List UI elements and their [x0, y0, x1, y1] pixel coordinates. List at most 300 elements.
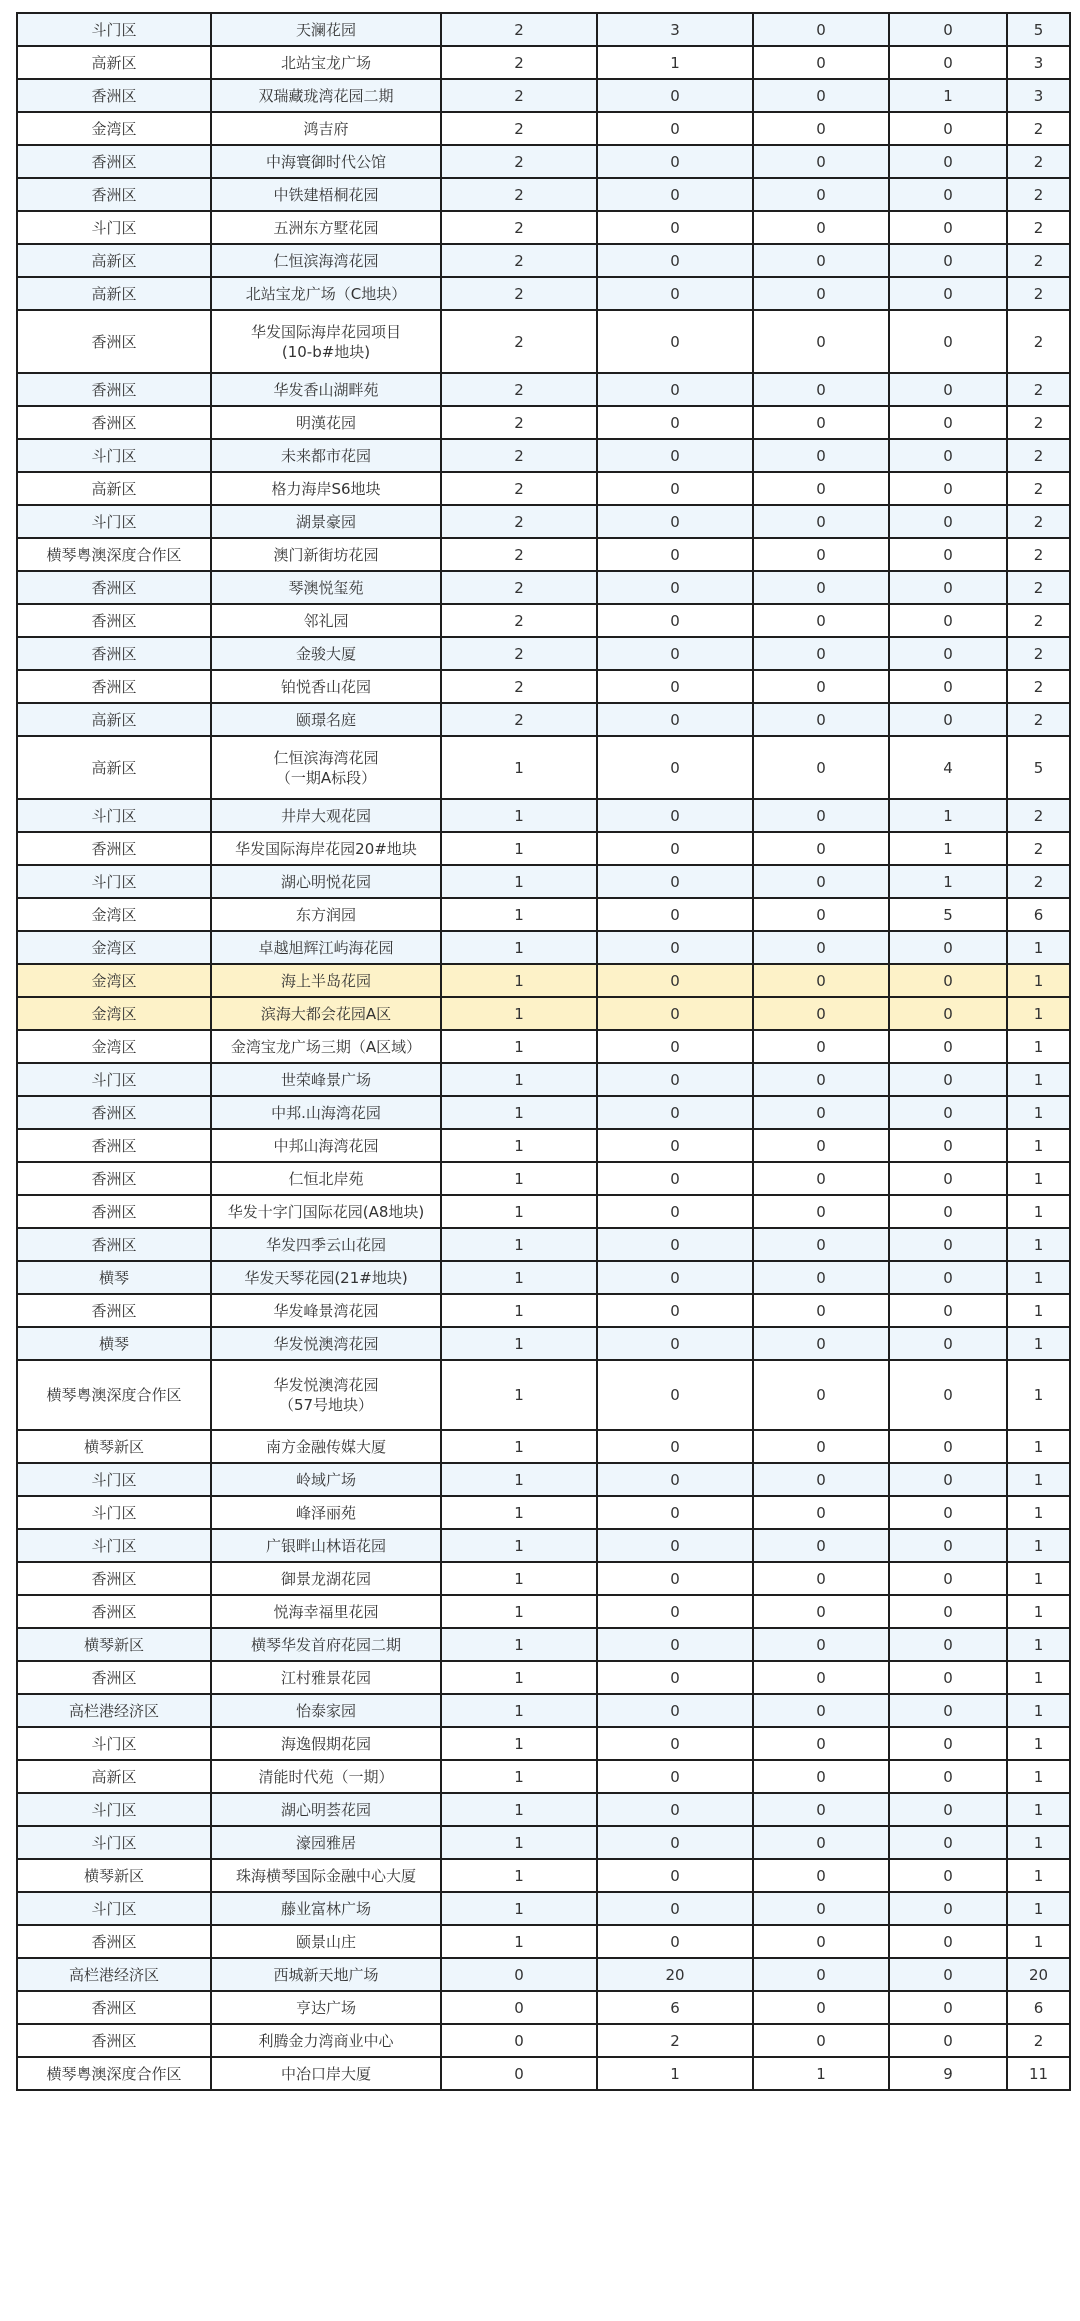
count-col-3-cell: 0: [753, 1228, 889, 1261]
district-cell: 横琴新区: [17, 1859, 211, 1892]
count-col-4-cell: 0: [889, 2024, 1007, 2057]
count-col-4-cell: 0: [889, 13, 1007, 46]
table-row: [17, 13, 1070, 46]
count-col-4-cell: 0: [889, 1793, 1007, 1826]
count-col-2-cell: 0: [597, 1793, 753, 1826]
table-row: [17, 79, 1070, 112]
project-name-cell: 井岸大观花园: [211, 799, 441, 832]
total-cell: 1: [1007, 1030, 1070, 1063]
count-col-3-cell: 0: [753, 406, 889, 439]
district-cell: 横琴: [17, 1261, 211, 1294]
count-col-4-cell: 1: [889, 865, 1007, 898]
total-cell: 6: [1007, 1991, 1070, 2024]
count-col-2-cell: 0: [597, 538, 753, 571]
project-name-cell: 广银畔山林语花园: [211, 1529, 441, 1562]
count-col-1-cell: 1: [441, 1496, 597, 1529]
project-name-cell: 颐璟名庭: [211, 703, 441, 736]
count-col-3-cell: 0: [753, 1925, 889, 1958]
count-col-3-cell: 0: [753, 1694, 889, 1727]
district-cell: 香洲区: [17, 178, 211, 211]
district-cell: 高新区: [17, 736, 211, 799]
count-col-3-cell: 0: [753, 1892, 889, 1925]
count-col-3-cell: 0: [753, 898, 889, 931]
count-col-2-cell: 0: [597, 79, 753, 112]
count-col-1-cell: 1: [441, 1760, 597, 1793]
district-cell: 香洲区: [17, 670, 211, 703]
total-cell: 1: [1007, 1463, 1070, 1496]
total-cell: 2: [1007, 406, 1070, 439]
total-cell: 1: [1007, 1793, 1070, 1826]
district-cell: 横琴粤澳深度合作区: [17, 2057, 211, 2090]
count-col-1-cell: 2: [441, 703, 597, 736]
district-cell: 香洲区: [17, 406, 211, 439]
count-col-2-cell: 0: [597, 505, 753, 538]
project-name-cell: 颐景山庄: [211, 1925, 441, 1958]
count-col-4-cell: 0: [889, 964, 1007, 997]
total-cell: 2: [1007, 865, 1070, 898]
count-col-2-cell: 0: [597, 112, 753, 145]
total-cell: 1: [1007, 1727, 1070, 1760]
table-row: [17, 1261, 1070, 1294]
total-cell: 6: [1007, 898, 1070, 931]
count-col-4-cell: 0: [889, 277, 1007, 310]
table-row: [17, 1760, 1070, 1793]
project-name-cell: 中铁建梧桐花园: [211, 178, 441, 211]
count-col-3-cell: 0: [753, 1129, 889, 1162]
table-row: [17, 1463, 1070, 1496]
table-row: [17, 604, 1070, 637]
total-cell: 1: [1007, 1228, 1070, 1261]
total-cell: 1: [1007, 1063, 1070, 1096]
count-col-3-cell: 0: [753, 1991, 889, 2024]
table-row: [17, 406, 1070, 439]
total-cell: 1: [1007, 1694, 1070, 1727]
count-col-1-cell: 1: [441, 1096, 597, 1129]
table-row: [17, 2057, 1070, 2090]
count-col-3-cell: 0: [753, 538, 889, 571]
district-cell: 斗门区: [17, 865, 211, 898]
district-cell: 斗门区: [17, 1463, 211, 1496]
table-row: [17, 736, 1070, 799]
district-cell: 斗门区: [17, 1826, 211, 1859]
project-name-cell: 怡泰家园: [211, 1694, 441, 1727]
table-row: [17, 997, 1070, 1030]
district-cell: 香洲区: [17, 1129, 211, 1162]
total-cell: 3: [1007, 79, 1070, 112]
project-name-cell: 利腾金力湾商业中心: [211, 2024, 441, 2057]
count-col-4-cell: 0: [889, 1228, 1007, 1261]
total-cell: 1: [1007, 1760, 1070, 1793]
table-row: [17, 1793, 1070, 1826]
count-col-1-cell: 1: [441, 1727, 597, 1760]
total-cell: 2: [1007, 373, 1070, 406]
count-col-3-cell: 0: [753, 637, 889, 670]
count-col-4-cell: 0: [889, 1826, 1007, 1859]
district-cell: 高栏港经济区: [17, 1958, 211, 1991]
count-col-3-cell: 0: [753, 1727, 889, 1760]
count-col-2-cell: 0: [597, 604, 753, 637]
count-col-3-cell: 0: [753, 1327, 889, 1360]
count-col-1-cell: 2: [441, 46, 597, 79]
count-col-1-cell: 1: [441, 1628, 597, 1661]
total-cell: 1: [1007, 1892, 1070, 1925]
total-cell: 2: [1007, 310, 1070, 373]
district-cell: 香洲区: [17, 145, 211, 178]
count-col-1-cell: 1: [441, 1892, 597, 1925]
project-name-cell: 仁恒滨海湾花园 （一期A标段）: [211, 736, 441, 799]
count-col-4-cell: 0: [889, 244, 1007, 277]
district-cell: 香洲区: [17, 1195, 211, 1228]
count-col-1-cell: 1: [441, 1826, 597, 1859]
count-col-4-cell: 0: [889, 1859, 1007, 1892]
district-cell: 斗门区: [17, 439, 211, 472]
count-col-2-cell: 0: [597, 1162, 753, 1195]
table-row: [17, 1859, 1070, 1892]
count-col-3-cell: 0: [753, 1562, 889, 1595]
table-row: [17, 1529, 1070, 1562]
count-col-2-cell: 0: [597, 1562, 753, 1595]
table-row: [17, 898, 1070, 931]
count-col-4-cell: 4: [889, 736, 1007, 799]
count-col-2-cell: 0: [597, 865, 753, 898]
count-col-4-cell: 0: [889, 1628, 1007, 1661]
count-col-4-cell: 0: [889, 1096, 1007, 1129]
count-col-4-cell: 0: [889, 538, 1007, 571]
project-name-cell: 御景龙湖花园: [211, 1562, 441, 1595]
count-col-3-cell: 0: [753, 13, 889, 46]
project-name-cell: 格力海岸S6地块: [211, 472, 441, 505]
count-col-4-cell: 0: [889, 997, 1007, 1030]
count-col-2-cell: 0: [597, 1063, 753, 1096]
total-cell: 1: [1007, 1826, 1070, 1859]
count-col-2-cell: 0: [597, 1327, 753, 1360]
count-col-4-cell: 0: [889, 1529, 1007, 1562]
count-col-2-cell: 0: [597, 931, 753, 964]
total-cell: 1: [1007, 1661, 1070, 1694]
count-col-1-cell: 1: [441, 1859, 597, 1892]
table-row: [17, 373, 1070, 406]
project-name-cell: 中邦.山海湾花园: [211, 1096, 441, 1129]
count-col-4-cell: 0: [889, 1430, 1007, 1463]
count-col-2-cell: 0: [597, 997, 753, 1030]
count-col-1-cell: 1: [441, 1661, 597, 1694]
table-row: [17, 1360, 1070, 1430]
count-col-1-cell: 1: [441, 1063, 597, 1096]
count-col-1-cell: 1: [441, 865, 597, 898]
district-cell: 斗门区: [17, 211, 211, 244]
count-col-4-cell: 0: [889, 373, 1007, 406]
count-col-2-cell: 0: [597, 1925, 753, 1958]
project-name-cell: 五洲东方墅花园: [211, 211, 441, 244]
count-col-2-cell: 0: [597, 1859, 753, 1892]
project-name-cell: 仁恒滨海湾花园: [211, 244, 441, 277]
count-col-3-cell: 0: [753, 1162, 889, 1195]
count-col-2-cell: 0: [597, 1727, 753, 1760]
total-cell: 2: [1007, 439, 1070, 472]
count-col-1-cell: 1: [441, 1228, 597, 1261]
district-cell: 横琴粤澳深度合作区: [17, 538, 211, 571]
count-col-1-cell: 1: [441, 931, 597, 964]
count-col-4-cell: 5: [889, 898, 1007, 931]
district-cell: 斗门区: [17, 1793, 211, 1826]
count-col-4-cell: 0: [889, 931, 1007, 964]
count-col-4-cell: 1: [889, 79, 1007, 112]
count-col-3-cell: 0: [753, 832, 889, 865]
count-col-1-cell: 2: [441, 505, 597, 538]
count-col-4-cell: 0: [889, 310, 1007, 373]
total-cell: 2: [1007, 178, 1070, 211]
count-col-4-cell: 0: [889, 1195, 1007, 1228]
project-name-cell: 未来都市花园: [211, 439, 441, 472]
count-col-3-cell: 0: [753, 1096, 889, 1129]
district-cell: 横琴新区: [17, 1430, 211, 1463]
count-col-1-cell: 2: [441, 112, 597, 145]
table-row: [17, 799, 1070, 832]
table-row: [17, 1727, 1070, 1760]
count-col-2-cell: 0: [597, 244, 753, 277]
count-col-3-cell: 0: [753, 373, 889, 406]
table-row: [17, 703, 1070, 736]
count-col-2-cell: 0: [597, 1892, 753, 1925]
table-row: [17, 1030, 1070, 1063]
count-col-1-cell: 2: [441, 670, 597, 703]
count-col-2-cell: 0: [597, 571, 753, 604]
count-col-2-cell: 0: [597, 1595, 753, 1628]
count-col-2-cell: 0: [597, 1628, 753, 1661]
count-col-4-cell: 0: [889, 406, 1007, 439]
count-col-1-cell: 2: [441, 637, 597, 670]
count-col-3-cell: 0: [753, 112, 889, 145]
count-col-4-cell: 0: [889, 571, 1007, 604]
count-col-2-cell: 0: [597, 1261, 753, 1294]
count-col-1-cell: 2: [441, 373, 597, 406]
project-name-cell: 中冶口岸大厦: [211, 2057, 441, 2090]
total-cell: 1: [1007, 997, 1070, 1030]
count-col-1-cell: 1: [441, 964, 597, 997]
table-row: [17, 1496, 1070, 1529]
district-cell: 香洲区: [17, 2024, 211, 2057]
count-col-4-cell: 0: [889, 1727, 1007, 1760]
count-col-3-cell: 0: [753, 1360, 889, 1430]
district-cell: 香洲区: [17, 1228, 211, 1261]
table-row: [17, 637, 1070, 670]
count-col-1-cell: 2: [441, 406, 597, 439]
project-name-cell: 金骏大厦: [211, 637, 441, 670]
count-col-4-cell: 0: [889, 1562, 1007, 1595]
table-row: [17, 1562, 1070, 1595]
count-col-3-cell: 0: [753, 799, 889, 832]
count-col-3-cell: 0: [753, 310, 889, 373]
table-row: [17, 439, 1070, 472]
table-row: [17, 865, 1070, 898]
count-col-4-cell: 0: [889, 1496, 1007, 1529]
count-col-4-cell: 0: [889, 439, 1007, 472]
project-name-cell: 北站宝龙广场: [211, 46, 441, 79]
count-col-1-cell: 1: [441, 832, 597, 865]
count-col-1-cell: 1: [441, 1463, 597, 1496]
count-col-4-cell: 0: [889, 1327, 1007, 1360]
count-col-3-cell: 0: [753, 2024, 889, 2057]
count-col-2-cell: 0: [597, 1496, 753, 1529]
project-name-cell: 华发峰景湾花园: [211, 1294, 441, 1327]
project-name-cell: 铂悦香山花园: [211, 670, 441, 703]
district-cell: 香洲区: [17, 79, 211, 112]
count-col-1-cell: 0: [441, 2057, 597, 2090]
project-name-cell: 江村雅景花园: [211, 1661, 441, 1694]
count-col-1-cell: 1: [441, 1925, 597, 1958]
total-cell: 2: [1007, 604, 1070, 637]
district-cell: 金湾区: [17, 964, 211, 997]
count-col-2-cell: 0: [597, 637, 753, 670]
count-col-1-cell: 1: [441, 1327, 597, 1360]
count-col-1-cell: 2: [441, 538, 597, 571]
project-name-cell: 世荣峰景广场: [211, 1063, 441, 1096]
district-cell: 高新区: [17, 472, 211, 505]
table-row: [17, 1595, 1070, 1628]
project-name-cell: 湖景豪园: [211, 505, 441, 538]
count-col-2-cell: 0: [597, 178, 753, 211]
count-col-4-cell: 0: [889, 505, 1007, 538]
count-col-2-cell: 0: [597, 1826, 753, 1859]
total-cell: 1: [1007, 1925, 1070, 1958]
total-cell: 1: [1007, 1294, 1070, 1327]
total-cell: 2: [1007, 112, 1070, 145]
table-row: [17, 244, 1070, 277]
count-col-3-cell: 0: [753, 1661, 889, 1694]
district-cell: 金湾区: [17, 112, 211, 145]
count-col-3-cell: 0: [753, 178, 889, 211]
district-cell: 香洲区: [17, 1096, 211, 1129]
count-col-4-cell: 0: [889, 1892, 1007, 1925]
project-name-cell: 中邦山海湾花园: [211, 1129, 441, 1162]
count-col-2-cell: 0: [597, 1430, 753, 1463]
project-name-cell: 清能时代苑（一期）: [211, 1760, 441, 1793]
count-col-1-cell: 2: [441, 211, 597, 244]
table-row: [17, 112, 1070, 145]
table-row: [17, 1991, 1070, 2024]
count-col-1-cell: 0: [441, 1991, 597, 2024]
project-name-cell: 仁恒北岸苑: [211, 1162, 441, 1195]
table-row: [17, 1228, 1070, 1261]
table-row: [17, 1661, 1070, 1694]
count-col-3-cell: 0: [753, 1760, 889, 1793]
project-name-cell: 中海寰御时代公馆: [211, 145, 441, 178]
count-col-1-cell: 2: [441, 604, 597, 637]
count-col-2-cell: 0: [597, 1463, 753, 1496]
count-col-1-cell: 1: [441, 1261, 597, 1294]
count-col-2-cell: 0: [597, 1529, 753, 1562]
project-name-cell: 西城新天地广场: [211, 1958, 441, 1991]
count-col-4-cell: 0: [889, 1661, 1007, 1694]
district-cell: 香洲区: [17, 1991, 211, 2024]
count-col-1-cell: 2: [441, 244, 597, 277]
total-cell: 11: [1007, 2057, 1070, 2090]
district-cell: 香洲区: [17, 604, 211, 637]
count-col-3-cell: 0: [753, 571, 889, 604]
count-col-2-cell: 1: [597, 46, 753, 79]
total-cell: 5: [1007, 13, 1070, 46]
count-col-1-cell: 2: [441, 439, 597, 472]
total-cell: 2: [1007, 277, 1070, 310]
district-cell: 斗门区: [17, 1727, 211, 1760]
count-col-3-cell: 1: [753, 2057, 889, 2090]
count-col-2-cell: 0: [597, 1360, 753, 1430]
project-name-cell: 珠海横琴国际金融中心大厦: [211, 1859, 441, 1892]
total-cell: 2: [1007, 799, 1070, 832]
count-col-3-cell: 0: [753, 736, 889, 799]
district-cell: 高新区: [17, 1760, 211, 1793]
count-col-1-cell: 1: [441, 1129, 597, 1162]
count-col-2-cell: 0: [597, 832, 753, 865]
count-col-1-cell: 1: [441, 1529, 597, 1562]
count-col-1-cell: 1: [441, 1430, 597, 1463]
project-name-cell: 华发香山湖畔苑: [211, 373, 441, 406]
count-col-4-cell: 1: [889, 799, 1007, 832]
count-col-1-cell: 2: [441, 145, 597, 178]
count-col-4-cell: 0: [889, 1958, 1007, 1991]
district-cell: 斗门区: [17, 13, 211, 46]
count-col-2-cell: 0: [597, 1096, 753, 1129]
count-col-1-cell: 2: [441, 277, 597, 310]
count-col-3-cell: 0: [753, 1294, 889, 1327]
count-col-4-cell: 0: [889, 1925, 1007, 1958]
count-col-3-cell: 0: [753, 472, 889, 505]
total-cell: 1: [1007, 1628, 1070, 1661]
district-cell: 金湾区: [17, 898, 211, 931]
count-col-1-cell: 1: [441, 1294, 597, 1327]
count-col-4-cell: 0: [889, 604, 1007, 637]
project-name-cell: 邻礼园: [211, 604, 441, 637]
count-col-4-cell: 0: [889, 1760, 1007, 1793]
count-col-1-cell: 1: [441, 736, 597, 799]
count-col-1-cell: 2: [441, 178, 597, 211]
count-col-1-cell: 1: [441, 1562, 597, 1595]
count-col-1-cell: 1: [441, 1595, 597, 1628]
count-col-4-cell: 0: [889, 1063, 1007, 1096]
project-name-cell: 海上半岛花园: [211, 964, 441, 997]
count-col-2-cell: 0: [597, 1030, 753, 1063]
district-cell: 香洲区: [17, 1595, 211, 1628]
count-col-4-cell: 1: [889, 832, 1007, 865]
total-cell: 2: [1007, 637, 1070, 670]
district-cell: 高新区: [17, 277, 211, 310]
table-row: [17, 46, 1070, 79]
project-name-cell: 华发十字门国际花园(A8地块): [211, 1195, 441, 1228]
count-col-2-cell: 0: [597, 703, 753, 736]
project-name-cell: 滨海大都会花园A区: [211, 997, 441, 1030]
table-row: [17, 1162, 1070, 1195]
total-cell: 2: [1007, 505, 1070, 538]
table-row: [17, 832, 1070, 865]
district-cell: 斗门区: [17, 1892, 211, 1925]
district-cell: 斗门区: [17, 799, 211, 832]
count-col-3-cell: 0: [753, 670, 889, 703]
count-col-2-cell: 3: [597, 13, 753, 46]
count-col-4-cell: 9: [889, 2057, 1007, 2090]
count-col-2-cell: 0: [597, 1661, 753, 1694]
total-cell: 2: [1007, 2024, 1070, 2057]
total-cell: 2: [1007, 244, 1070, 277]
count-col-3-cell: 0: [753, 79, 889, 112]
project-name-cell: 明漢花园: [211, 406, 441, 439]
table-row: [17, 472, 1070, 505]
table-row: [17, 538, 1070, 571]
count-col-4-cell: 0: [889, 1261, 1007, 1294]
count-col-4-cell: 0: [889, 1129, 1007, 1162]
table-row: [17, 1628, 1070, 1661]
district-cell: 高新区: [17, 244, 211, 277]
count-col-1-cell: 1: [441, 1030, 597, 1063]
